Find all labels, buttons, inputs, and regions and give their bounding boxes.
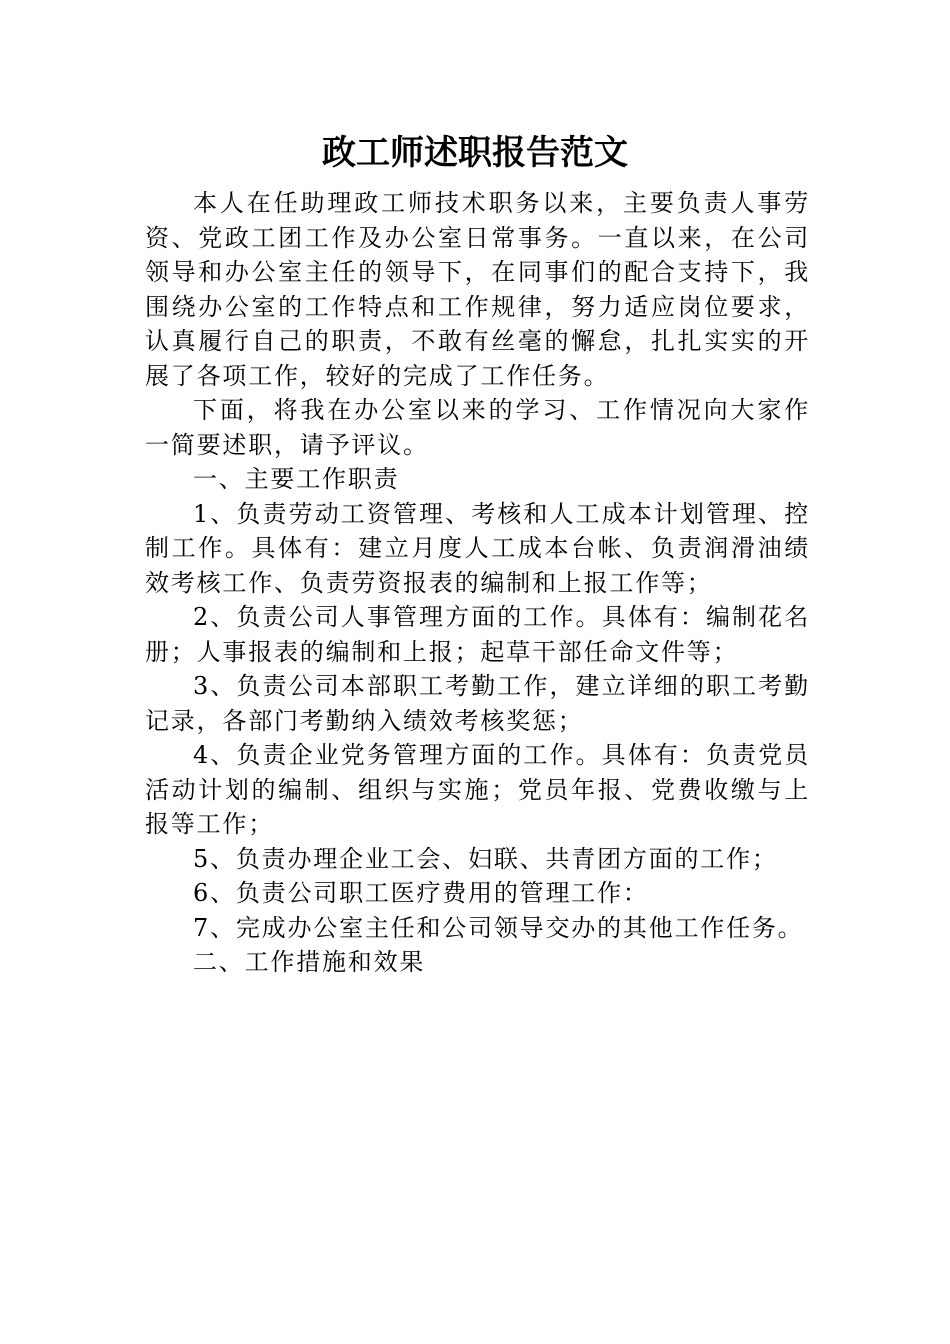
duty-item-3: 3、负责公司本部职工考勤工作，建立详细的职工考勤记录，各部门考勤纳入绩效考核奖惩；	[145, 672, 810, 735]
paragraph-report-intro: 下面，将我在办公室以来的学习、工作情况向大家作一简要述职，请予评议。	[145, 396, 810, 459]
duty-item-5: 5、负责办理企业工会、妇联、共青团方面的工作；	[193, 844, 778, 873]
section-heading-measures: 二、工作措施和效果	[193, 948, 426, 976]
section-heading-duties: 一、主要工作职责	[193, 465, 400, 493]
duty-item-6: 6、负责公司职工医疗费用的管理工作：	[193, 879, 649, 907]
duty-item-2: 2、负责公司人事管理方面的工作。具体有：编制花名册；人事报表的编制和上报；起草干部任命文件等；	[145, 603, 810, 666]
document-body	[145, 186, 810, 980]
duty-item-1: 1、负责劳动工资管理、考核和人工成本计划管理、控制工作。具体有：建立月度人工成本台帐、负责润滑油绩效考核工作、负责劳资报表的编制和上报工作等；	[145, 499, 810, 597]
duty-item-7: 7、完成办公室主任和公司领导交办的其他工作任务。	[193, 913, 804, 942]
paragraph-intro: 本人在任助理政工师技术职务以来，主要负责人事劳资、党政工团工作及办公室日常事务。一直以来，在公司领导和办公室主任的领导下，在同事们的配合支持下，我围绕办公室的工作特点和工作规律，努力适应岗位要求，认真履行自己的职责，不敢有丝毫的懈怠，扎扎实实的开展了各项工作，较好的完成了工作任务。	[145, 189, 810, 390]
duty-item-4: 4、负责企业党务管理方面的工作。具体有：负责党员活动计划的编制、组织与实施；党员年报、党费收缴与上报等工作；	[145, 741, 810, 838]
document-title: 政工师述职报告范文	[322, 133, 628, 173]
